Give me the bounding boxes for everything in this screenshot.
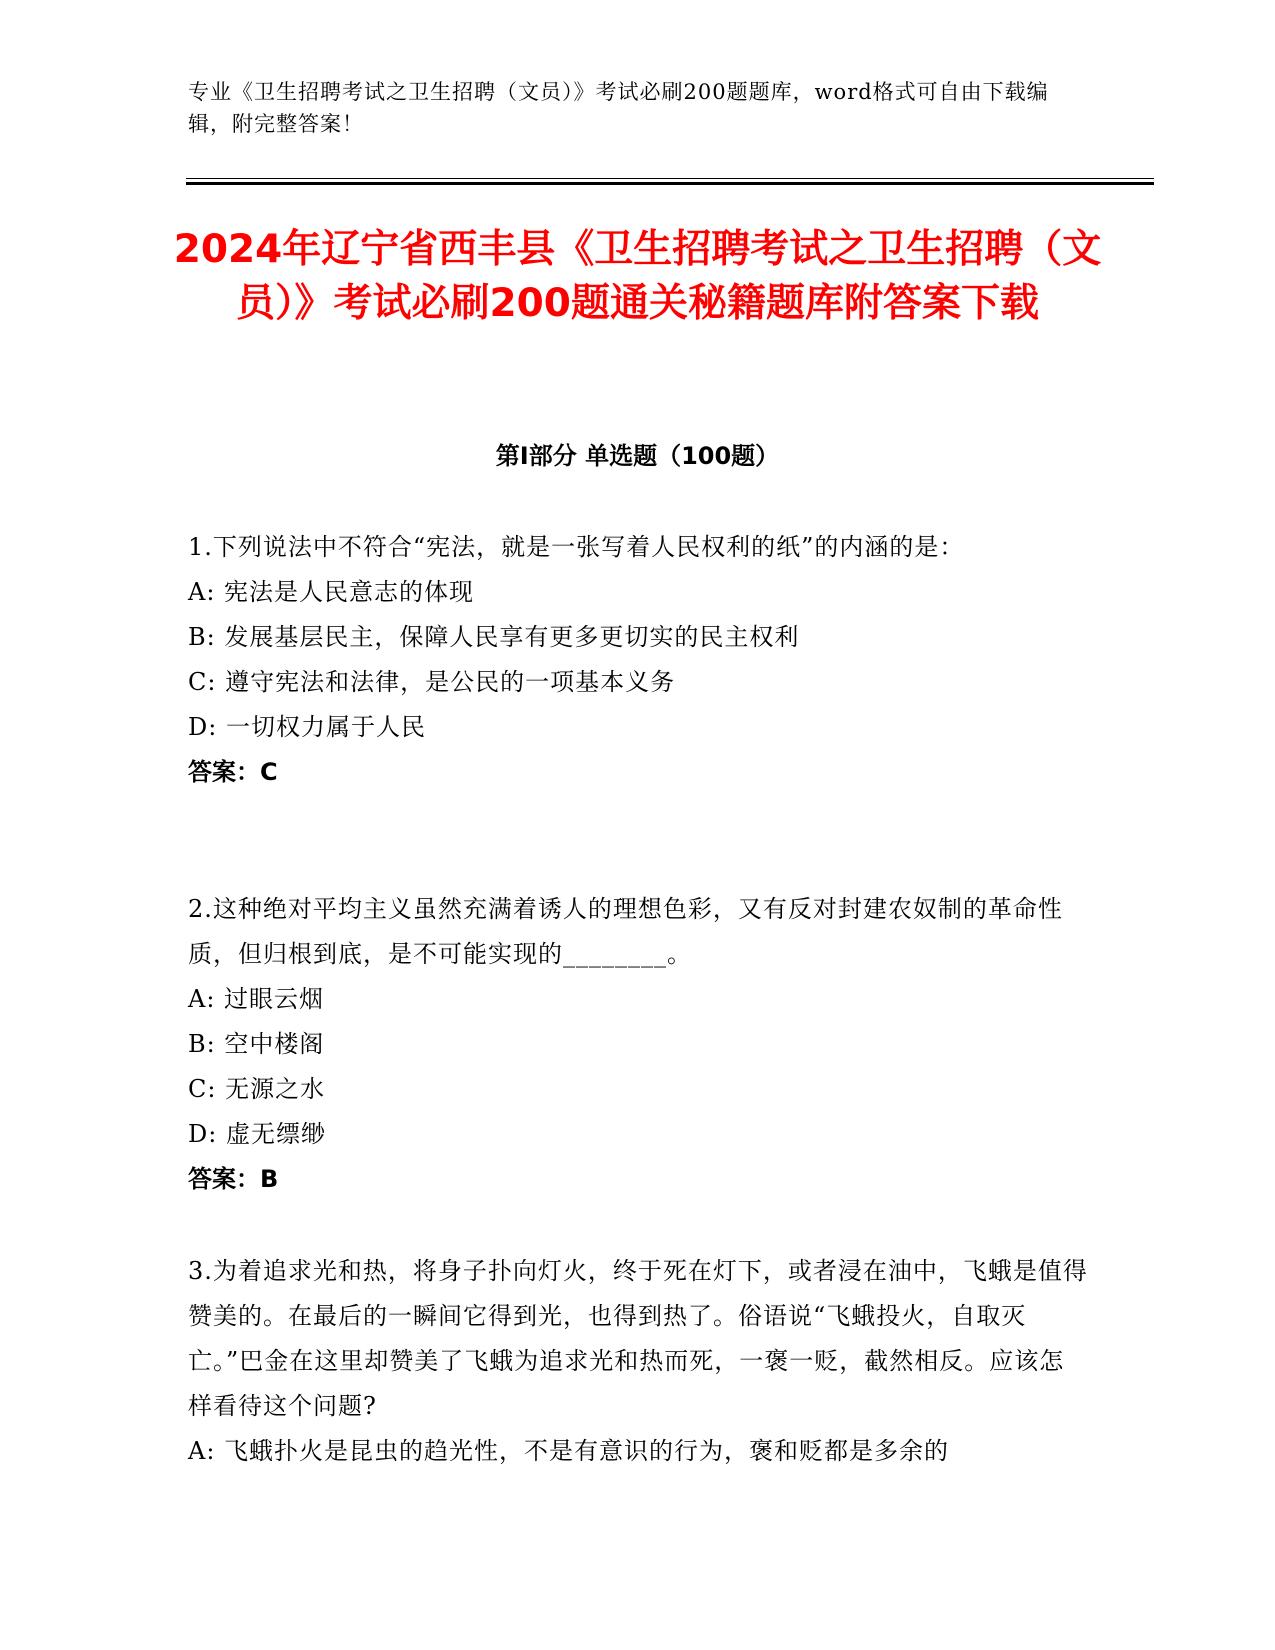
option-b: B: 空中楼阁 [188,1030,325,1058]
option-a: A: 宪法是人民意志的体现 [188,578,475,606]
option-a: A: 过眼云烟 [188,985,325,1013]
option-c: C: 遵守宪法和法律，是公民的一项基本义务 [188,668,676,696]
option-d: D: 一切权力属于人民 [188,713,426,741]
option-d: D: 虚无缥缈 [188,1120,326,1148]
question-3 [188,1249,1088,1474]
question-stem: 3.为着追求光和热，将身子扑向灯火，终于死在灯下，或者浸在油中，飞蛾是值得赞美的。在最后的一瞬间它得到光，也得到热了。俗语说“飞蛾投火，自取灭亡。”巴金在这里却赞美了飞蛾为追求光和热而死，一褒一贬，截然相反。应该怎样看待这个问题? [188,1257,1088,1420]
question-2 [188,887,1088,1202]
option-b: B: 发展基层民主，保障人民享有更多更切实的民主权利 [188,623,800,651]
header-divider-thin [186,178,1154,179]
question-1 [188,525,1088,795]
question-stem: 2.这种绝对平均主义虽然充满着诱人的理想色彩，又有反对封建农奴制的革命性质，但归根到底，是不可能实现的________。 [188,895,1063,968]
answer: 答案：B [188,1165,279,1193]
header-divider-thick [186,182,1154,185]
question-stem: 1.下列说法中不符合“宪法，就是一张写着人民权利的纸”的内涵的是： [188,533,965,561]
header-note: 专业《卫生招聘考试之卫生招聘（文员）》考试必刷200题题库，word格式可自由下载编辑，附完整答案！ [188,80,1049,136]
section-title: 第I部分 单选题（100题） [495,442,780,470]
option-a: A: 飞蛾扑火是昆虫的趋光性，不是有意识的行为，褒和贬都是多余的 [188,1437,950,1465]
answer: 答案：C [188,758,278,786]
option-c: C: 无源之水 [188,1075,326,1103]
document-title: 2024年辽宁省西丰县《卫生招聘考试之卫生招聘（文员）》考试必刷200题通关秘籍题库附答案下载 [173,227,1102,326]
